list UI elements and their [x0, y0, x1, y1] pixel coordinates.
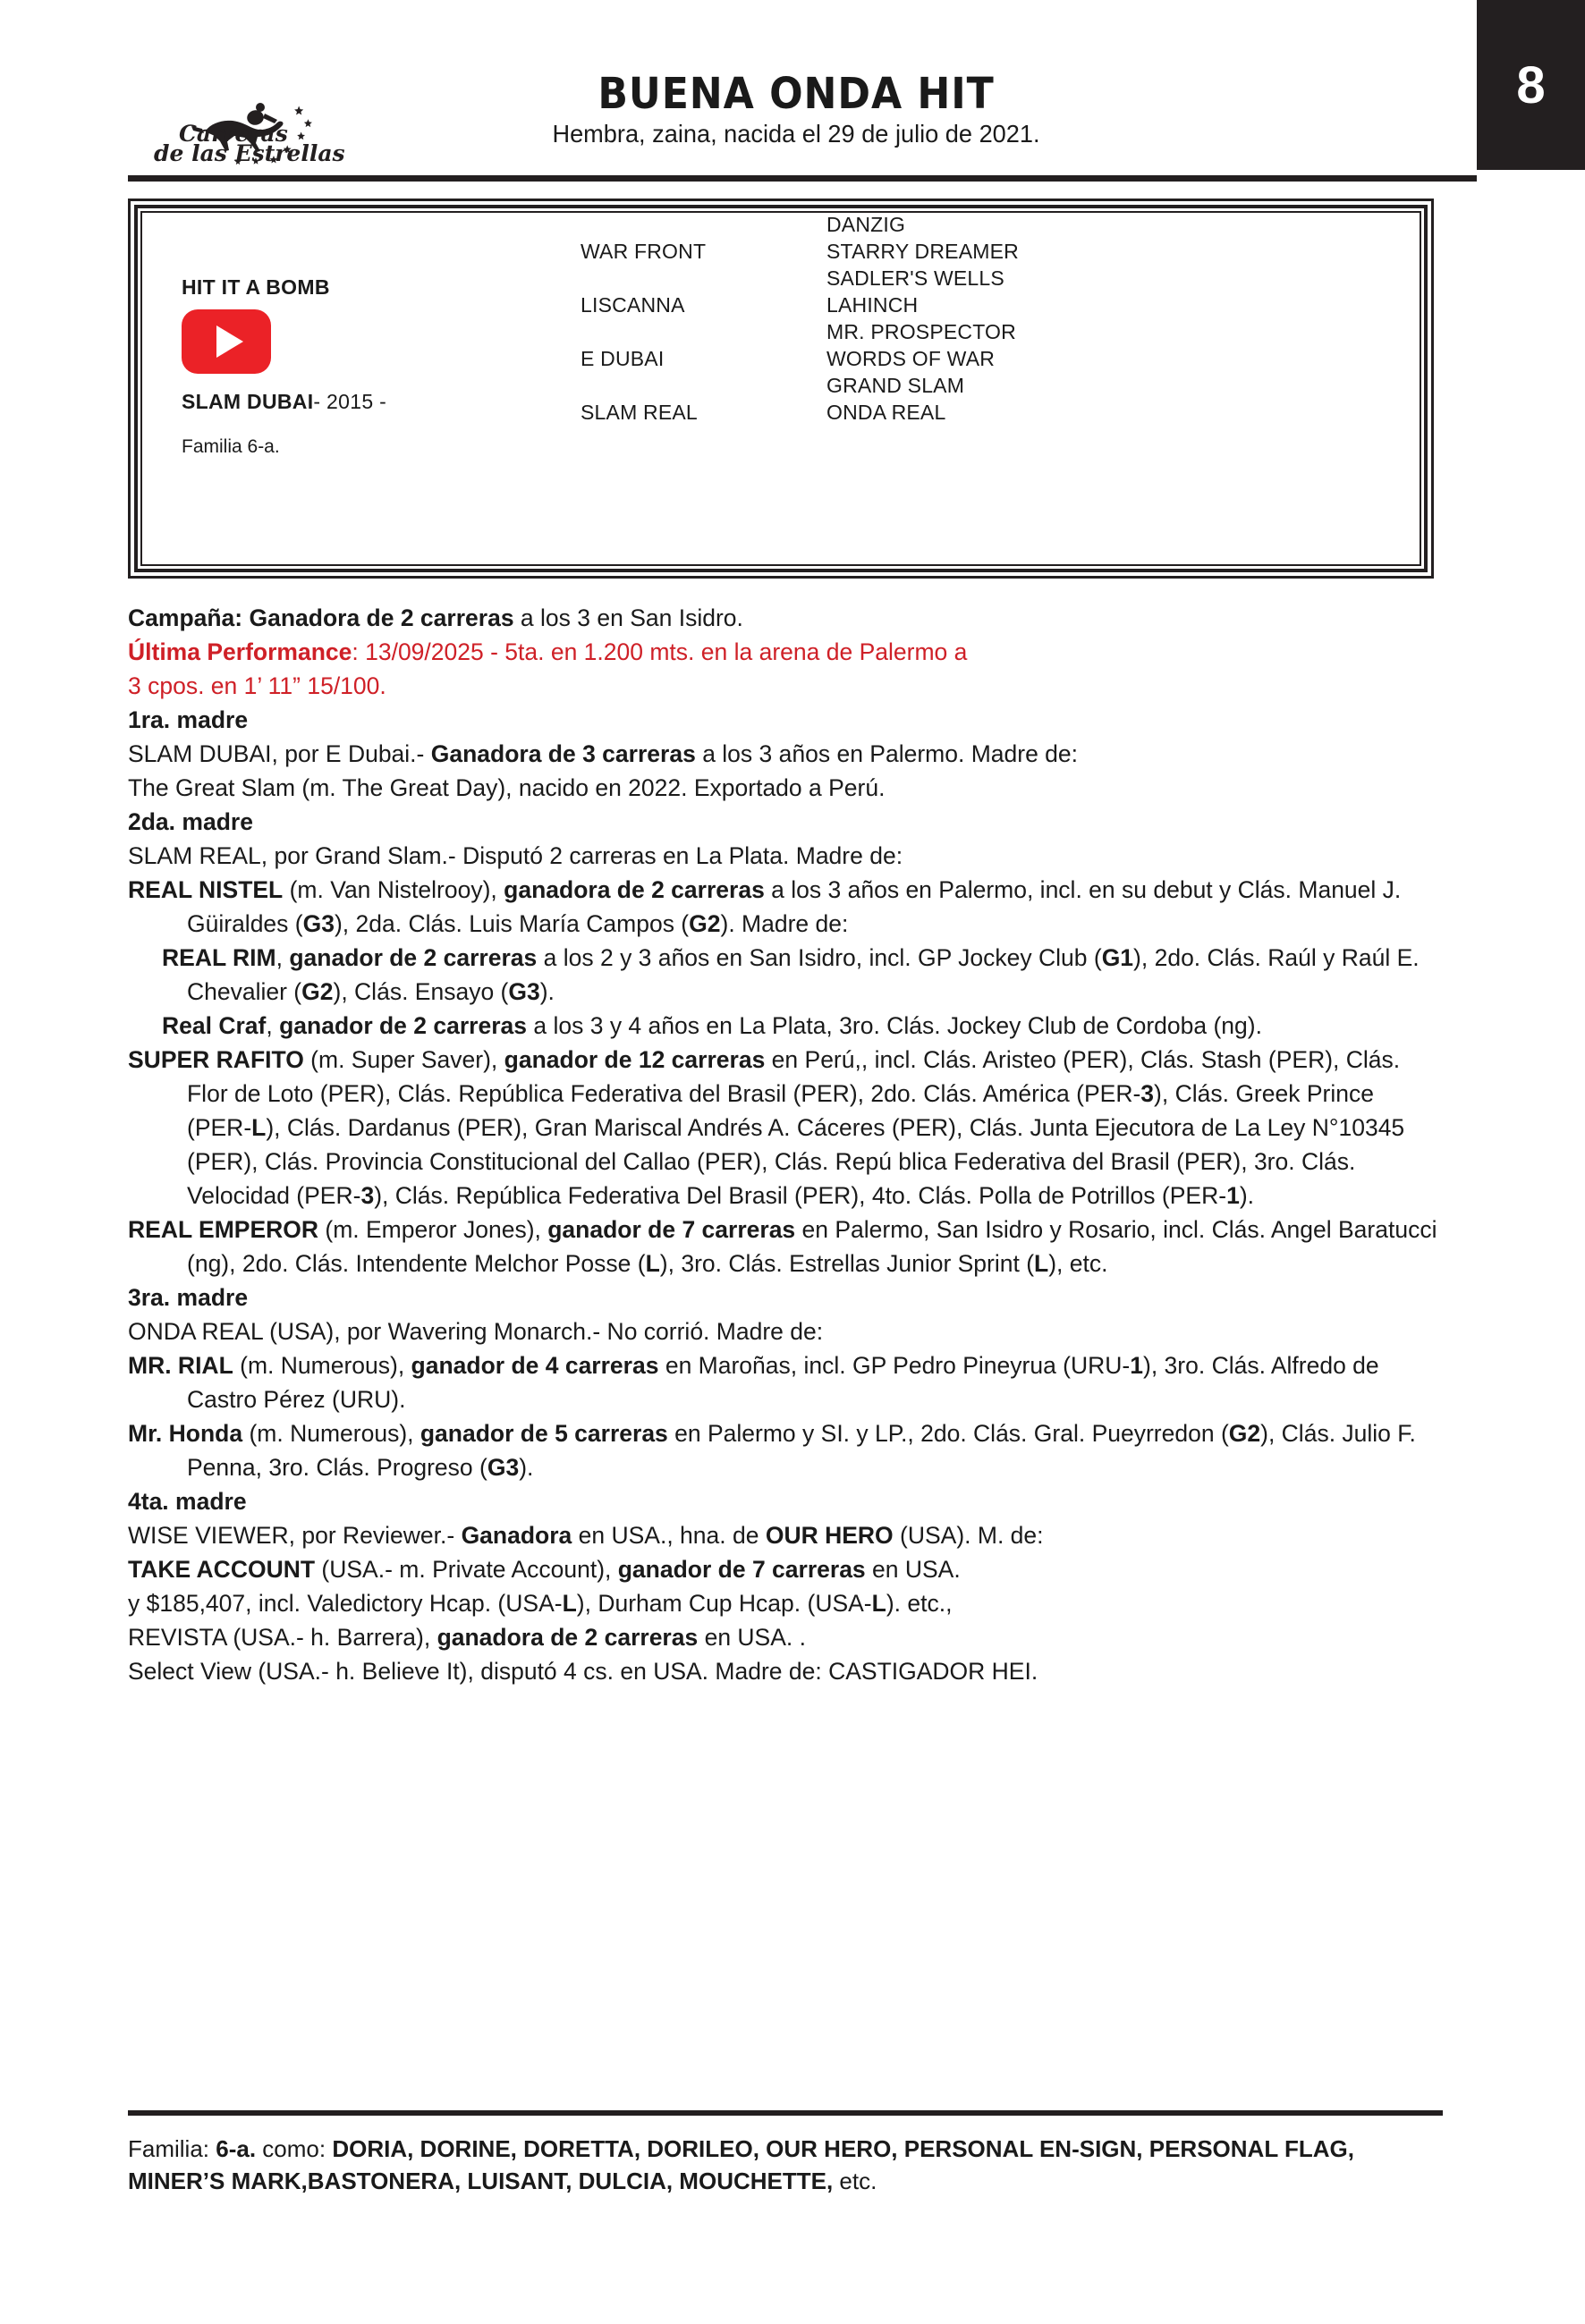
campana-label: Campaña: Ganadora de 2 carreras	[128, 604, 514, 631]
logo-horse-and-stars-icon	[152, 84, 349, 166]
page-number-badge	[1477, 0, 1585, 170]
take-account-name: TAKE ACCOUNT	[128, 1556, 316, 1583]
pedigree-column-grandparents	[581, 213, 849, 564]
pedigree-box	[128, 199, 1434, 579]
pedigree-box-content	[140, 211, 1421, 566]
pedigree-column-parents	[182, 213, 477, 564]
fourth-dam-paragraph: WISE VIEWER, por Reviewer.- Ganadora en USA., hna. de OUR HERO (USA). M. de:	[128, 1522, 1044, 1549]
great-grandparent-1: DANZIG	[826, 213, 906, 236]
offspring-super-rafito: SUPER RAFITO (m. Super Saver), ganador de 12 carreras en Perú,, incl. Clás. Aristeo (PER), Clás. Stash (PER), Clás. Flor de Loto (PER), Clás. República Federativa del Brasil (PER), 2do. Clás. América (PER-3), Clás. Greek Prince (PER-L), Clás. Dardanus (PER), Gran Mariscal Andrés A. Cáceres (PER), Clás. Junta Ejecutora de La Ley N°10345 (PER), Clás. Provincia Constitucional del Callao (PER), Clás. Repú blica Federativa del Brasil (PER), 3ro. Clás. Velocidad (PER-3), Clás. República Federativa Del Brasil (PER), 4to. Clás. Polla de Potrillos (PER-1).	[128, 1046, 1405, 1209]
first-dam-offspring: The Great Slam (m. The Great Day), nacido en 2022. Exportado a Perú.	[128, 774, 886, 801]
third-dam-paragraph: ONDA REAL (USA), por Wavering Monarch.- No corrió. Madre de:	[128, 1318, 824, 1345]
page-number: 8	[1516, 55, 1546, 114]
logo-text-line2: de las Estrellas	[154, 140, 345, 166]
great-grandparent-6: WORDS OF WAR	[826, 347, 996, 370]
offspring-real-emperor: REAL EMPEROR (m. Emperor Jones), ganador de 7 carreras en Palermo, San Isidro y Rosario, incl. Clás. Angel Baratucci (ng), 2do. Clás. Intendente Melchor Posse (L), 3ro. Clás. Estrellas Junior Sprint (L), etc.	[128, 1216, 1437, 1277]
real-nistel-name: REAL NISTEL	[128, 876, 284, 903]
footer-divider	[128, 2110, 1443, 2116]
super-rafito-name: SUPER RAFITO	[128, 1046, 304, 1073]
mr-honda-name: Mr. Honda	[128, 1420, 243, 1447]
great-grandparent-4: LAHINCH	[826, 293, 919, 317]
great-grandparent-2: STARRY DREAMER	[826, 240, 1019, 263]
dam-line	[182, 390, 386, 414]
header-divider	[128, 175, 1477, 182]
take-account-line2: y $185,407, incl. Valedictory Hcap. (USA-L), Durham Cup Hcap. (USA-L). etc.,	[128, 1590, 953, 1617]
sire-name: HIT IT A BOMB	[182, 275, 330, 299]
section-heading-1ra-madre: 1ra. madre	[128, 706, 249, 733]
offspring-revista: REVISTA (USA.- h. Barrera), ganadora de 2 carreras en USA. .	[128, 1624, 806, 1651]
ultima-performance-rest: : 13/09/2025 - 5ta. en 1.200 mts. en la arena de Palermo a	[352, 638, 968, 665]
offspring-mr-rial: MR. RIAL (m. Numerous), ganador de 4 carreras en Maroñas, incl. GP Pedro Pineyrua (URU-1), 3ro. Clás. Alfredo de Castro Pérez (URU).	[128, 1352, 1379, 1413]
offspring-take-account: TAKE ACCOUNT (USA.- m. Private Account), ganador de 7 carreras en USA.	[128, 1556, 961, 1583]
horse-name-title: BUENA ONDA HIT	[598, 69, 995, 119]
first-dam-paragraph	[128, 737, 1443, 771]
grandparent-4: SLAM REAL	[581, 401, 698, 424]
horse-description-subtitle: Hembra, zaina, nacida el 29 de julio de 2021.	[552, 120, 1040, 148]
offspring-mr-honda: Mr. Honda (m. Numerous), ganador de 5 carreras en Palermo y SI. y LP., 2do. Clás. Gral. Pueyrredon (G2), Clás. Julio F. Penna, 3ro. Clás. Progreso (G3).	[128, 1420, 1416, 1481]
title-block	[349, 69, 1243, 149]
revista-name: REVISTA (USA.- h. Barrera),	[128, 1624, 437, 1651]
section-heading-4ta-madre: 4ta. madre	[128, 1488, 247, 1515]
campana-rest: a los 3 en San Isidro.	[513, 604, 743, 631]
mr-rial-name: MR. RIAL	[128, 1352, 233, 1379]
logo-text-line1: Carreras	[179, 121, 288, 147]
offspring-real-nistel: REAL NISTEL (m. Van Nistelrooy), ganadora de 2 carreras a los 3 años en Palermo, incl. en su debut y Clás. Manuel J. Güiraldes (G3), 2da. Clás. Luis María Campos (G2). Madre de:	[128, 876, 1402, 937]
page-header	[0, 69, 1477, 170]
campana-line	[128, 601, 1443, 635]
pedigree-column-great-grandparents	[826, 213, 1202, 564]
dam-name: SLAM DUBAI	[182, 390, 314, 413]
offspring-real-rim: REAL RIM, ganador de 2 carreras a los 2 y 3 años en San Isidro, incl. GP Jockey Club (G1), 2do. Clás. Raúl y Raúl E. Chevalier (G2), Clás. Ensayo (G3).	[162, 944, 1420, 1005]
family-code: 6-a.	[216, 2135, 257, 2162]
great-grandparent-7: GRAND SLAM	[826, 374, 965, 397]
family-related-names: DORIA, DORINE, DORETTA, DORILEO, OUR HERO, PERSONAL EN-SIGN, PERSONAL FLAG, MINER’S MARK,BASTONERA, LUISANT, DULCIA, MOUCHETTE,	[128, 2135, 1354, 2194]
first-dam-intro: SLAM DUBAI, por E Dubai.-	[128, 740, 431, 767]
ultima-performance-label: Última Performance	[128, 638, 352, 665]
first-dam-tail: a los 3 años en Palermo. Madre de:	[695, 740, 1079, 767]
youtube-play-icon[interactable]	[182, 309, 271, 374]
carreras-de-las-estrellas-logo	[152, 84, 349, 166]
pedigree-family-label: Familia 6-a.	[182, 436, 280, 457]
family-etc: etc.	[833, 2168, 877, 2194]
grandparent-3: E DUBAI	[581, 347, 665, 370]
section-heading-3ra-madre: 3ra. madre	[128, 1284, 249, 1311]
grandparent-1: WAR FRONT	[581, 240, 707, 263]
play-triangle-icon	[216, 325, 243, 358]
family-label: Familia:	[128, 2135, 216, 2162]
great-grandparent-5: MR. PROSPECTOR	[826, 320, 1016, 343]
ultima-performance-line2: 3 cpos. en 1’ 11” 15/100.	[128, 672, 386, 699]
grandparent-2: LISCANNA	[581, 293, 685, 317]
first-dam-bold: Ganadora de 3 carreras	[430, 740, 696, 767]
great-grandparent-8: ONDA REAL	[826, 401, 946, 424]
real-rim-name: REAL RIM	[162, 944, 276, 971]
second-dam-paragraph: SLAM REAL, por Grand Slam.- Disputó 2 carreras en La Plata. Madre de:	[128, 842, 903, 869]
real-craf-name: Real Craf	[162, 1012, 267, 1039]
section-heading-2da-madre: 2da. madre	[128, 808, 253, 835]
offspring-select-view: Select View (USA.- h. Believe It), disputó 4 cs. en USA. Madre de: CASTIGADOR HEI.	[128, 1658, 1038, 1685]
family-como: como:	[256, 2135, 333, 2162]
ultima-performance-line	[128, 635, 1443, 669]
offspring-real-craf: Real Craf, ganador de 2 carreras a los 3 y 4 años en La Plata, 3ro. Clás. Jockey Club de Cordoba (ng).	[162, 1012, 1262, 1039]
pedigree-narrative	[128, 601, 1443, 1688]
great-grandparent-3: SADLER'S WELLS	[826, 266, 1004, 290]
dam-year: - 2015 -	[313, 390, 387, 413]
family-footer	[128, 2133, 1443, 2197]
pedigree-box-inner-border	[134, 205, 1428, 572]
real-emperor-name: REAL EMPEROR	[128, 1216, 319, 1243]
